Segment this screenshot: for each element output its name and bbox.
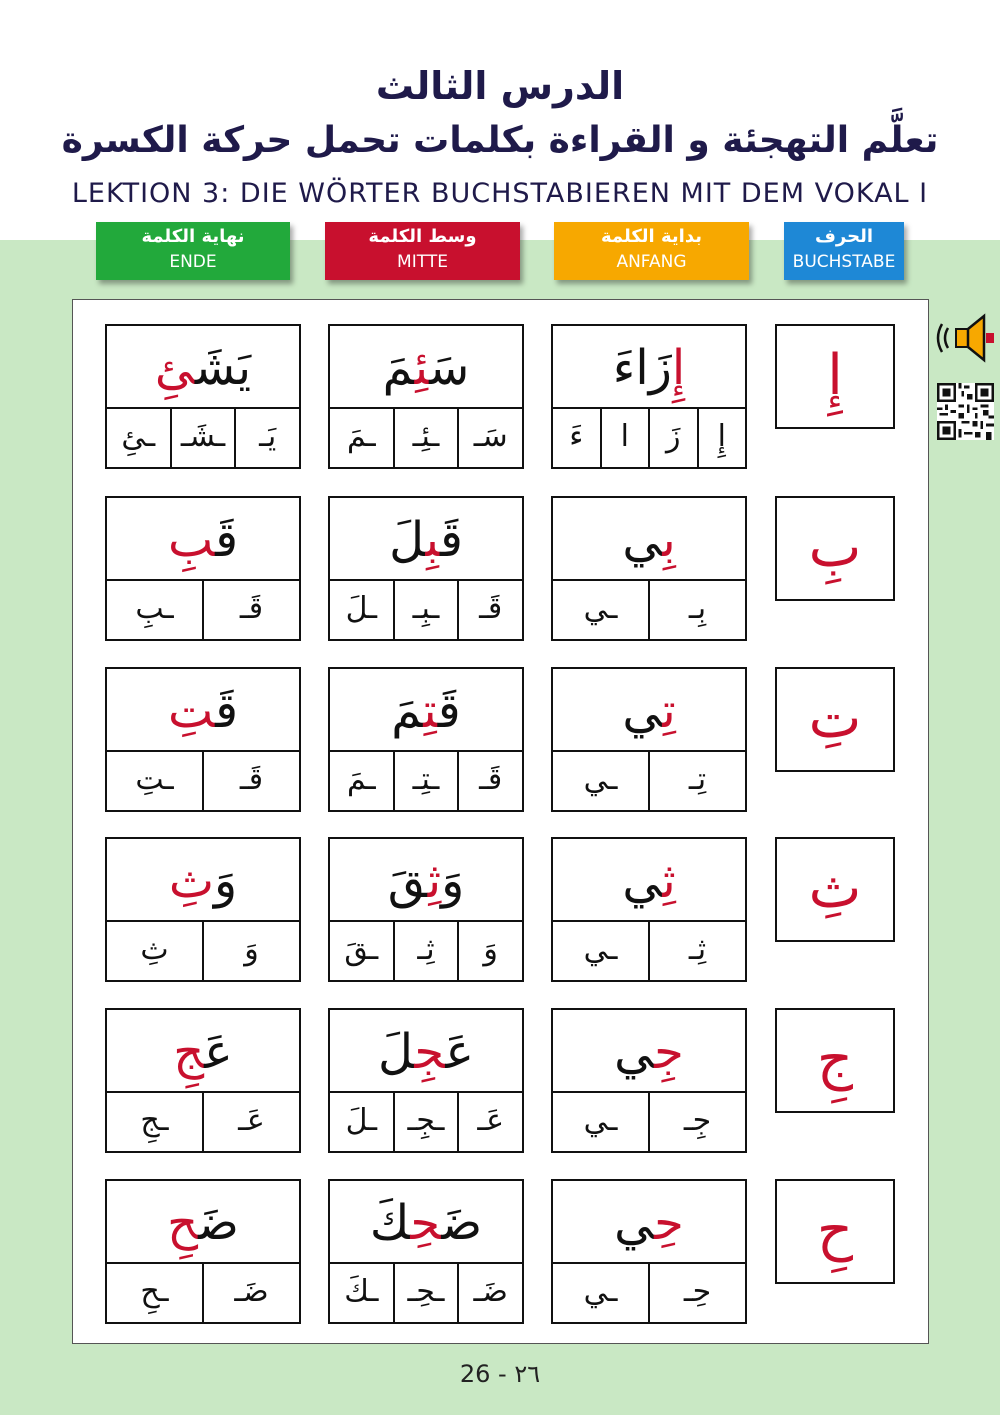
word-segment: لَ bbox=[378, 1024, 415, 1080]
word-box-end bbox=[105, 837, 301, 982]
word-box-end bbox=[105, 324, 301, 469]
word-segment: ضَ bbox=[198, 1195, 239, 1251]
word-box-middle bbox=[328, 496, 524, 641]
word-segment: عَ bbox=[445, 1024, 474, 1080]
word-box-end bbox=[105, 1179, 301, 1324]
header-end-de: ENDE bbox=[169, 252, 217, 272]
word-middle bbox=[330, 1181, 522, 1266]
word-box-middle bbox=[328, 667, 524, 812]
spelling-part: ثِـ bbox=[648, 922, 745, 980]
spelling-parts bbox=[107, 750, 299, 810]
spelling-part: وَ bbox=[202, 922, 299, 980]
word-box-middle bbox=[328, 837, 524, 982]
word-end bbox=[107, 669, 299, 754]
spelling-part: ـي bbox=[583, 932, 618, 967]
word-segment: قَ bbox=[215, 512, 239, 568]
spelling-parts bbox=[330, 579, 522, 639]
spelling-part: ـمَ bbox=[346, 419, 376, 454]
spelling-part: ا bbox=[600, 409, 649, 467]
highlighted-letter: بِ bbox=[167, 512, 216, 568]
header-middle-ar: وسط الكلمة bbox=[368, 226, 477, 247]
header-begin-ar: بداية الكلمة bbox=[601, 226, 702, 247]
highlighted-letter: ثِ bbox=[662, 853, 676, 909]
letter-box: بِ bbox=[775, 496, 895, 601]
word-begin bbox=[553, 839, 745, 924]
highlighted-letter: ثِ bbox=[168, 853, 214, 909]
letter-box: جِ bbox=[775, 1008, 895, 1113]
word-segment: كَ bbox=[369, 1195, 411, 1251]
word-middle bbox=[330, 669, 522, 754]
word-middle bbox=[330, 1010, 522, 1095]
word-segment: سَ bbox=[429, 340, 470, 396]
header-end-ar: نهاية الكلمة bbox=[141, 226, 245, 247]
highlighted-letter: بِ bbox=[662, 512, 676, 568]
spelling-part: ـكَ bbox=[344, 1274, 379, 1309]
spelling-parts bbox=[107, 1091, 299, 1151]
spelling-part: قَـ bbox=[457, 752, 522, 810]
highlighted-letter: بِ bbox=[425, 512, 440, 568]
spelling-parts bbox=[330, 1262, 522, 1322]
spelling-part: تِـ bbox=[648, 752, 745, 810]
spelling-part: سَـ bbox=[457, 409, 522, 467]
word-segment: ي bbox=[622, 683, 663, 739]
spelling-parts bbox=[553, 1091, 745, 1151]
header-letter-ar: الحرف bbox=[814, 226, 873, 247]
highlighted-letter: ثِ bbox=[427, 853, 442, 909]
word-end bbox=[107, 839, 299, 924]
word-segment: قَ bbox=[387, 853, 428, 909]
spelling-parts bbox=[553, 750, 745, 810]
spelling-part: ـلَ bbox=[345, 1103, 378, 1138]
word-begin bbox=[553, 669, 745, 754]
spelling-part: ضَـ bbox=[457, 1264, 522, 1322]
word-segment: يَشَ bbox=[194, 340, 252, 396]
spelling-part: ـتِـ bbox=[393, 752, 458, 810]
letter-box: حِ bbox=[775, 1179, 895, 1284]
word-segment: مَ bbox=[382, 340, 415, 396]
spelling-part: ضَـ bbox=[202, 1264, 299, 1322]
highlighted-letter: ئِ bbox=[414, 340, 430, 396]
header-end bbox=[96, 222, 290, 280]
spelling-part: ثِـ bbox=[393, 922, 458, 980]
word-box-middle bbox=[328, 1179, 524, 1324]
spelling-part: حِـ bbox=[648, 1264, 745, 1322]
highlighted-letter: جِ bbox=[654, 1024, 684, 1080]
header-begin bbox=[554, 222, 749, 280]
spelling-part: وَ bbox=[457, 922, 522, 980]
spelling-parts bbox=[107, 1262, 299, 1322]
word-segment: ي bbox=[622, 853, 663, 909]
header-middle bbox=[325, 222, 520, 280]
lesson-title: الدرس الثالث bbox=[375, 64, 625, 108]
word-box-end bbox=[105, 1008, 301, 1153]
spelling-part: ـشَـ bbox=[170, 409, 235, 467]
speaker-icon[interactable] bbox=[934, 310, 996, 366]
spelling-part: قَـ bbox=[457, 581, 522, 639]
word-box-begin bbox=[551, 496, 747, 641]
exercise-card bbox=[72, 299, 929, 1344]
spelling-parts bbox=[107, 920, 299, 980]
word-end bbox=[107, 326, 299, 411]
letter-row bbox=[73, 1155, 928, 1309]
word-box-begin bbox=[551, 667, 747, 812]
word-segment: قَ bbox=[437, 683, 461, 739]
spelling-parts bbox=[553, 1262, 745, 1322]
highlighted-letter: إِ bbox=[671, 340, 686, 396]
spelling-part: ـئِـ bbox=[393, 409, 458, 467]
highlighted-letter: تِ bbox=[423, 683, 438, 739]
spelling-part: ـي bbox=[583, 1274, 618, 1309]
spelling-part: ـي bbox=[583, 591, 618, 626]
lesson-subtitle-arabic: تعلَّم التهجئة و القراءة بكلمات تحمل حركة الكسرة bbox=[61, 120, 939, 161]
word-box-end bbox=[105, 667, 301, 812]
word-box-middle bbox=[328, 324, 524, 469]
spelling-parts bbox=[330, 750, 522, 810]
spelling-parts bbox=[553, 920, 745, 980]
spelling-parts bbox=[330, 1091, 522, 1151]
word-begin bbox=[553, 1010, 745, 1095]
word-box-begin bbox=[551, 1179, 747, 1324]
word-segment: وَ bbox=[214, 853, 238, 909]
word-begin bbox=[553, 1181, 745, 1266]
word-box-begin bbox=[551, 837, 747, 982]
spelling-part: ـبِـ bbox=[393, 581, 458, 639]
word-end bbox=[107, 1181, 299, 1266]
spelling-part: ـلَ bbox=[345, 591, 378, 626]
spelling-part: بِـ bbox=[648, 581, 745, 639]
highlighted-letter: جِ bbox=[414, 1024, 446, 1080]
word-box-end bbox=[105, 496, 301, 641]
highlighted-letter: تِ bbox=[662, 683, 676, 739]
word-middle bbox=[330, 498, 522, 583]
letter-box: ثِ bbox=[775, 837, 895, 942]
spelling-part: قَـ bbox=[202, 752, 299, 810]
letter-row bbox=[73, 984, 928, 1138]
spelling-part: عَـ bbox=[202, 1093, 299, 1151]
word-box-begin bbox=[551, 324, 747, 469]
spelling-part: ـبِ bbox=[135, 591, 174, 626]
page-number: 26 - ٢٦ bbox=[459, 1360, 541, 1388]
qr-code[interactable] bbox=[937, 383, 994, 440]
word-segment: ي bbox=[614, 1195, 655, 1251]
word-segment: زَاءَ bbox=[612, 340, 672, 396]
spelling-part: ـحِ bbox=[140, 1274, 169, 1309]
spelling-part: جِـ bbox=[648, 1093, 745, 1151]
word-middle bbox=[330, 326, 522, 411]
lesson-subtitle-german: LEKTION 3: DIE WÖRTER BUCHSTABIEREN MIT DEM VOKAL I bbox=[71, 178, 929, 209]
letter-row bbox=[73, 472, 928, 626]
highlighted-letter: حِ bbox=[654, 1195, 684, 1251]
word-segment: قَ bbox=[215, 683, 239, 739]
highlighted-letter: ئِ bbox=[154, 340, 195, 396]
header-letter bbox=[784, 222, 904, 280]
word-segment: لَ bbox=[389, 512, 426, 568]
letter-row bbox=[73, 300, 928, 454]
spelling-part: يَـ bbox=[234, 409, 299, 467]
spelling-parts bbox=[553, 407, 745, 467]
word-begin bbox=[553, 498, 745, 583]
spelling-part: ءَ bbox=[569, 419, 584, 454]
spelling-part: ـجِـ bbox=[393, 1093, 458, 1151]
word-segment: ي bbox=[614, 1024, 655, 1080]
word-segment: عَ bbox=[204, 1024, 233, 1080]
spelling-part: ـجِ bbox=[140, 1103, 169, 1138]
highlighted-letter: حِ bbox=[167, 1195, 199, 1251]
letter-box: تِ bbox=[775, 667, 895, 772]
spelling-parts bbox=[330, 407, 522, 467]
spelling-part: ثِ bbox=[140, 932, 169, 967]
highlighted-letter: جِ bbox=[173, 1024, 205, 1080]
spelling-part: ـقَ bbox=[344, 932, 379, 967]
word-segment: وَ bbox=[441, 853, 465, 909]
spelling-parts bbox=[553, 579, 745, 639]
spelling-part: ـي bbox=[583, 1103, 618, 1138]
spelling-part: ـحِـ bbox=[393, 1264, 458, 1322]
spelling-part: زَ bbox=[648, 409, 697, 467]
word-box-begin bbox=[551, 1008, 747, 1153]
word-segment: ضَ bbox=[441, 1195, 483, 1251]
header-middle-de: MITTE bbox=[397, 252, 448, 272]
word-segment: مَ bbox=[391, 683, 424, 739]
spelling-part: عَـ bbox=[457, 1093, 522, 1151]
header-letter-de: BUCHSTABE bbox=[792, 252, 896, 272]
letter-row bbox=[73, 643, 928, 797]
spelling-part: ـئِ bbox=[121, 419, 156, 454]
highlighted-letter: حِ bbox=[410, 1195, 442, 1251]
spelling-part: إِ bbox=[697, 409, 746, 467]
header-begin-de: ANFANG bbox=[616, 252, 687, 272]
spelling-parts bbox=[107, 407, 299, 467]
spelling-part: ـمَ bbox=[346, 762, 376, 797]
spelling-part: ـي bbox=[583, 762, 618, 797]
letter-row bbox=[73, 813, 928, 967]
word-segment: ي bbox=[622, 512, 663, 568]
word-segment: قَ bbox=[439, 512, 463, 568]
word-begin bbox=[553, 326, 745, 411]
spelling-part: ـتِ bbox=[135, 762, 174, 797]
spelling-part: قَـ bbox=[202, 581, 299, 639]
spelling-parts bbox=[107, 579, 299, 639]
word-end bbox=[107, 498, 299, 583]
word-box-middle bbox=[328, 1008, 524, 1153]
spelling-parts bbox=[330, 920, 522, 980]
word-middle bbox=[330, 839, 522, 924]
highlighted-letter: تِ bbox=[167, 683, 216, 739]
word-end bbox=[107, 1010, 299, 1095]
letter-box: إِ bbox=[775, 324, 895, 429]
